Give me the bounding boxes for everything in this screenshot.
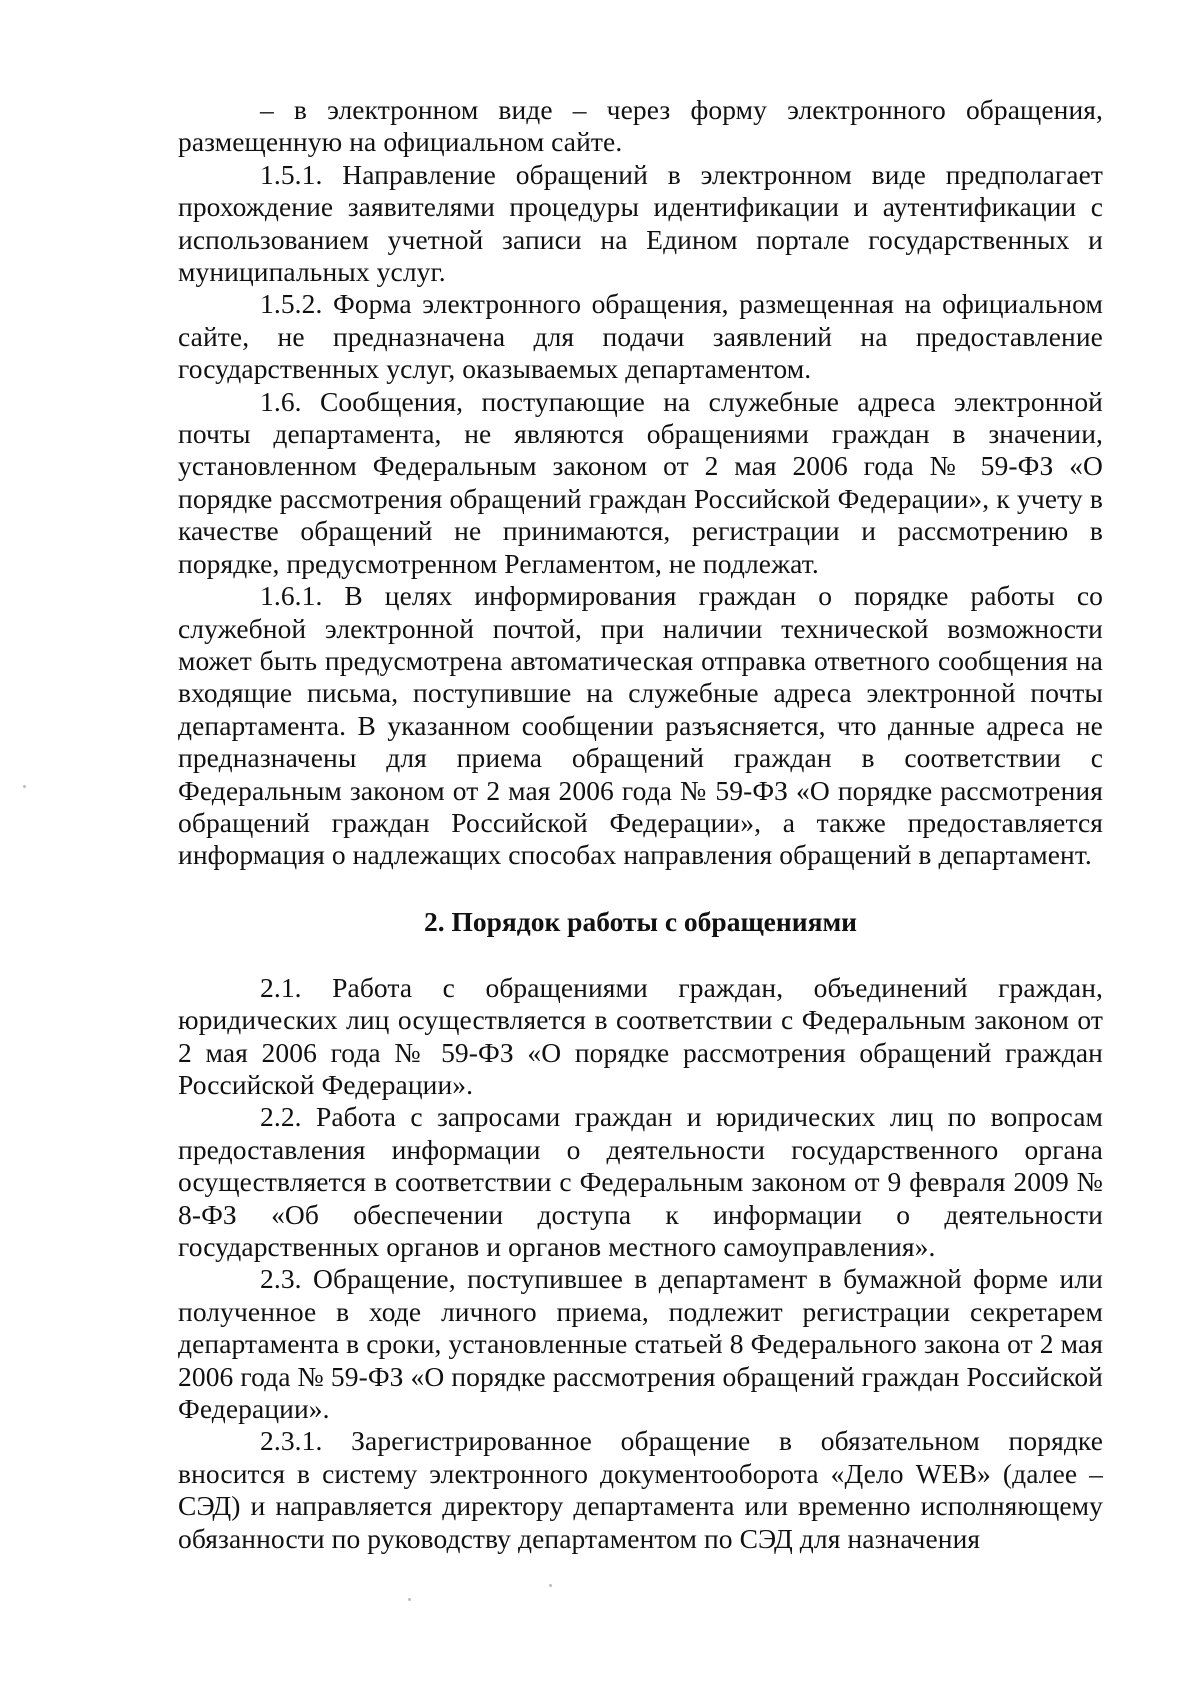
paragraph-1-5-2: 1.5.2. Форма электронного обращения, размещенная на официальном сайте, не предназначена для подачи заявлений на предоставление государственных услуг, оказываемых департаментом.	[178, 288, 1103, 385]
paragraph-1-6: 1.6. Сообщения, поступающие на служебные адреса электронной почты департамента, не являются обращениями граждан в значении, установленном Федеральным законом от 2 мая 2006 года № 59-ФЗ «О порядке рассмотрения обращений граждан Российской Федерации», к учету в качестве обращений не принимаются, регистрации и рассмотрению в порядке, предусмотренном Регламентом, не подлежат.	[178, 385, 1103, 579]
scan-speck	[408, 1598, 411, 1601]
paragraph-2-3: 2.3. Обращение, поступившее в департамент в бумажной форме или полученное в ходе личного приема, подлежит регистрации секретарем департамента в сроки, установленные статьей 8 Федерального закона от 2 мая 2006 года № 59-ФЗ «О порядке рассмотрения обращений граждан Российской Федерации».	[178, 1263, 1103, 1425]
paragraph-2-3-1: 2.3.1. Зарегистрированное обращение в обязательном порядке вносится в систему электронного документооборота «Дело WEB» (далее – СЭД) и направляется директору департамента или временно исполняющему обязанности по руководству департаментом по СЭД для назначения	[178, 1425, 1103, 1554]
scan-speck	[23, 785, 26, 788]
paragraph-electronic-form: – в электронном виде – через форму электронного обращения, размещенную на официальном сайте.	[178, 94, 1103, 158]
paragraph-2-2: 2.2. Работа с запросами граждан и юридических лиц по вопросам предоставления информации о деятельности государственного органа осуществляется в соответствии с Федеральным законом от 9 февраля 2009 № 8-ФЗ «Об обеспечении доступа к информации о деятельности государственных органов и органов местного самоуправления».	[178, 1101, 1103, 1262]
paragraph-1-5-1: 1.5.1. Направление обращений в электронном виде предполагает прохождение заявителями процедуры идентификации и аутентификации с использованием учетной записи на Едином портале государственных и муниципальных услуг.	[178, 158, 1103, 288]
scan-speck	[549, 1584, 552, 1587]
section-heading: 2. Порядок работы с обращениями	[423, 905, 858, 937]
document-body	[178, 94, 1103, 1555]
paragraph-2-1: 2.1. Работа с обращениями граждан, объединений граждан, юридических лиц осуществляется в соответствии с Федеральным законом от 2 мая 2006 года № 59-ФЗ «О порядке рассмотрения обращений граждан Российской Федерации».	[178, 971, 1103, 1100]
paragraph-1-6-1: 1.6.1. В целях информирования граждан о порядке работы со служебной электронной почтой, при наличии технической возможности может быть предусмотрена автоматическая отправка ответного сообщения на входящие письма, поступившие на служебные адреса электронной почты департамента. В указанном сообщении разъясняется, что данные адреса не предназначены для приема обращений граждан в соответствии с Федеральным законом от 2 мая 2006 года № 59-ФЗ «О порядке рассмотрения обращений граждан Российской Федерации», а также предоставляется информация о надлежащих способах направления обращений в департамент.	[178, 580, 1103, 871]
